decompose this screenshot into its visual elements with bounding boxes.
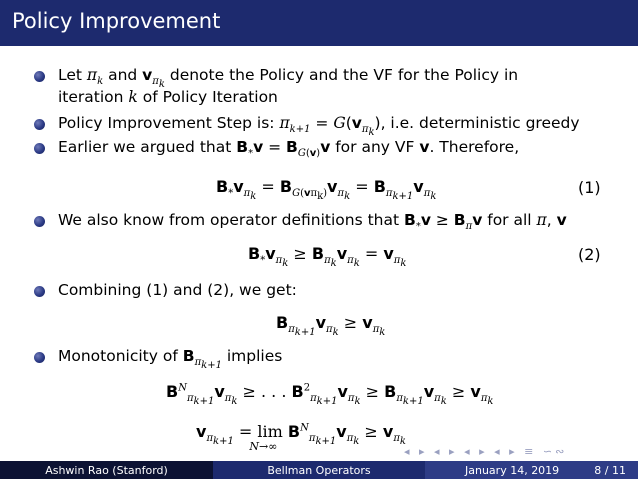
bullet-6: Monotonicity of $B_{\pi_{k+1}}$ implies bbox=[58, 347, 283, 372]
navigation-symbols[interactable]: ◂ ▸ ◂ ▸ ◂ ▸ ◂ ▸ ≡ ∽∾ bbox=[404, 445, 568, 458]
bullet-3: Earlier we argued that $B_*v = B_{G(v)}v$ for any VF v. Therefore, bbox=[58, 138, 520, 160]
slide-title: Policy Improvement bbox=[12, 9, 221, 33]
footer-topic bbox=[213, 461, 425, 479]
bullet-2: Policy Improvement Step is: $\pi_{k+1} = G(v_{\pi_k})$, i.e. deterministic greedy bbox=[58, 114, 580, 139]
equation-4: $B^N_{\pi_{k+1}}v_{\pi_k}$ ≥ . . . $B^2_{\pi_{k+1}}v_{\pi_k} \ge B_{\pi_{k+1}}v_{\pi_k} \ge v_{\pi_k}$ bbox=[166, 382, 494, 408]
footer-topic-text: Bellman Operators bbox=[267, 463, 371, 477]
bullet-1-line-2: iteration k of Policy Iteration bbox=[58, 88, 278, 106]
equation-3: $B_{\pi_{k+1}}v_{\pi_k} \ge v_{\pi_k}$ bbox=[276, 313, 386, 339]
footer-author-text: Ashwin Rao (Stanford) bbox=[45, 463, 168, 477]
bullet-icon bbox=[34, 71, 45, 82]
equation-1: $B_*v_{\pi_k} = B_{G(v\pi_k)}v_{\pi_k} = B_{\pi_{k+1}}v_{\pi_k}$ bbox=[216, 177, 437, 203]
footer-author bbox=[0, 461, 213, 479]
bullet-1-line-1: Let $\pi_k$ and $v_{\pi_k}$ denote the Policy and the VF for the Policy in bbox=[58, 66, 519, 91]
footer-page-number: 8 / 11 bbox=[594, 463, 626, 477]
equation-2: $B_*v_{\pi_k} \ge B_{\pi_k}v_{\pi_k} = v_{\pi_k}$ bbox=[248, 244, 407, 270]
bullet-icon bbox=[34, 119, 45, 130]
bullet-icon bbox=[34, 143, 45, 154]
bullet-5: Combining (1) and (2), we get: bbox=[58, 281, 297, 299]
bullet-4: We also know from operator definitions that $B_*v \ge B_\pi v$ for all π, v bbox=[58, 211, 567, 233]
equation-5: $v_{\pi_{k+1}} = \lim$ N→∞ $B^N_{\pi_{k+1}}v_{\pi_k} \ge v_{\pi_k}$ bbox=[196, 422, 406, 453]
bullet-icon bbox=[34, 216, 45, 227]
equation-1-number: (1) bbox=[578, 178, 601, 197]
footer-bar bbox=[0, 461, 638, 479]
bullet-icon bbox=[34, 286, 45, 297]
equation-2-number: (2) bbox=[578, 245, 601, 264]
bullet-icon bbox=[34, 352, 45, 363]
footer-date-page bbox=[425, 461, 638, 479]
footer-date: January 14, 2019 bbox=[465, 463, 560, 477]
